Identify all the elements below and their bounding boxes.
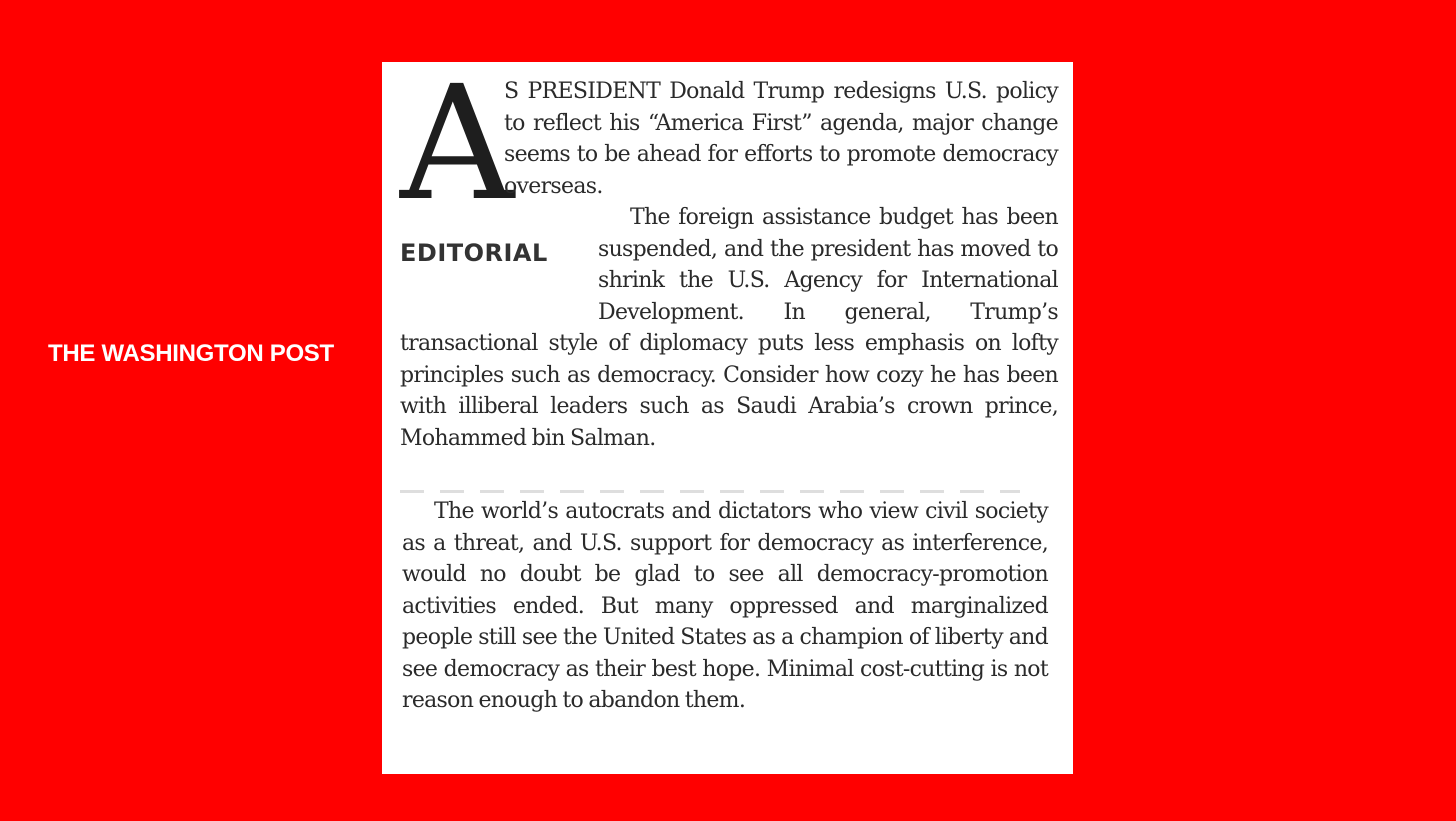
lead-paragraph: S PRESIDENT Donald Trump redesigns U.S. policy to reflect his “America First” agenda, major change seems to be ahead for efforts to promote democracy overseas. xyxy=(504,79,1058,199)
article-column-top xyxy=(400,62,1058,454)
article-column-bottom xyxy=(402,496,1048,717)
paragraph-3: The world’s autocrats and dictators who view civil society as a threat, and U.S. support for democracy as interference, would no doubt be glad to see all democracy-promotion activities ended. But many oppressed and marginalized people still see the United States as a champion of liberty and see democracy as their best hope. Minimal cost-cutting is not reason enough to abandon them. xyxy=(402,499,1048,713)
editorial-clipping xyxy=(382,62,1073,774)
section-label: EDITORIAL xyxy=(400,239,548,267)
column-divider xyxy=(400,490,1020,493)
drop-cap: A xyxy=(400,62,515,236)
source-label: THE WASHINGTON POST xyxy=(48,340,334,367)
paragraph-2: The foreign assistance budget has been suspended, and the president has moved to shrink the U.S. Agency for International Development. In general, Trump’s transactional style of diplomacy puts less emphasis on lofty principles such as democracy. Consider how cozy he has been with illiberal leaders such as Saudi Arabia’s crown prince, Mohammed bin Salman. xyxy=(400,205,1058,451)
